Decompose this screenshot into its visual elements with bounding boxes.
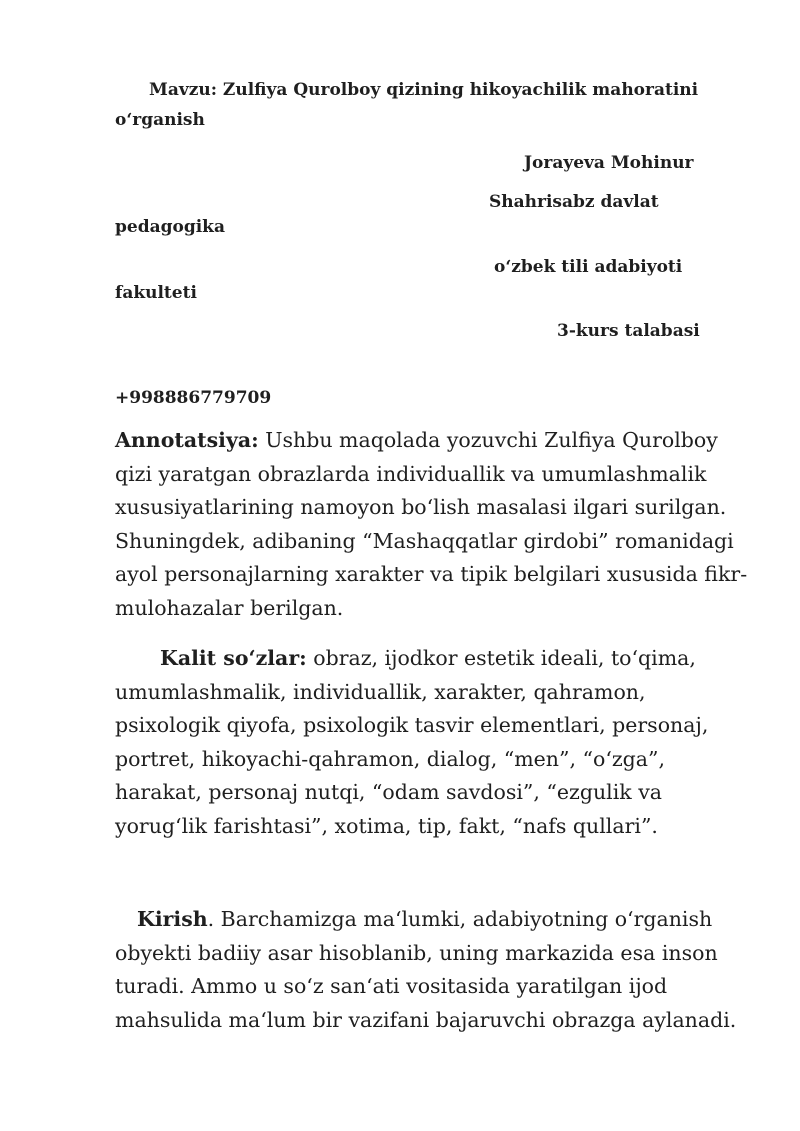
keywords-text: obraz, ijodkor estetik ideali, to‘qima, umumlashmalik, individuallik, xarakter, qahramon, psixologik qiyofa, psixologik tasvir elementlari, personaj, portret, hikoyachi-qahramon, dialog, “men”, “o‘zga”, harakat, personaj nutqi, “odam savdosi”, “ezgulik va yorug‘lik farishtasi”, xotima, tip, fakt, “nafs qullari”. <box>115 646 709 838</box>
faculty-line-2: fakulteti <box>115 283 197 303</box>
course-info: 3-kurs talabasi <box>557 321 700 341</box>
affiliation-line-2: pedagogika <box>115 217 225 237</box>
topic-line-2: o‘rganish <box>115 110 205 130</box>
keywords-paragraph <box>115 642 755 843</box>
abstract-label: Annotatsiya: <box>115 428 259 452</box>
phone-number: +998886779709 <box>115 388 272 408</box>
abstract-paragraph <box>115 424 755 625</box>
keywords-label: Kalit so‘zlar: <box>160 646 307 670</box>
topic-line-1: Mavzu: Zulfiya Qurolboy qizining hikoyachilik mahoratini <box>149 80 699 100</box>
affiliation-line-1: Shahrisabz davlat <box>489 192 659 212</box>
intro-label: Kirish <box>137 907 208 931</box>
intro-paragraph <box>115 903 755 1037</box>
intro-text: . Barchamizga ma‘lumki, adabiyotning o‘rganish obyekti badiiy asar hisoblanib, uning markazida esa inson turadi. Ammo u so‘z san‘ati vositasida yaratilgan ijod mahsulida ma‘lum bir vazifani bajaruvchi obrazga aylanadi. <box>115 907 737 1032</box>
faculty-line-1: o‘zbek tili adabiyoti <box>494 257 683 277</box>
author-name: Jorayeva Mohinur <box>524 153 694 173</box>
abstract-text: Ushbu maqolada yozuvchi Zulfiya Qurolboy qizi yaratgan obrazlarda individuallik va umumlashmalik xususiyatlarining namoyon bo‘lish masalasi ilgari surilgan. Shuningdek, adibaning “Mashaqqatlar girdobi” romanidagi ayol personajlarning xarakter va tipik belgilari xususida fikr-mulohazalar berilgan. <box>115 428 748 620</box>
